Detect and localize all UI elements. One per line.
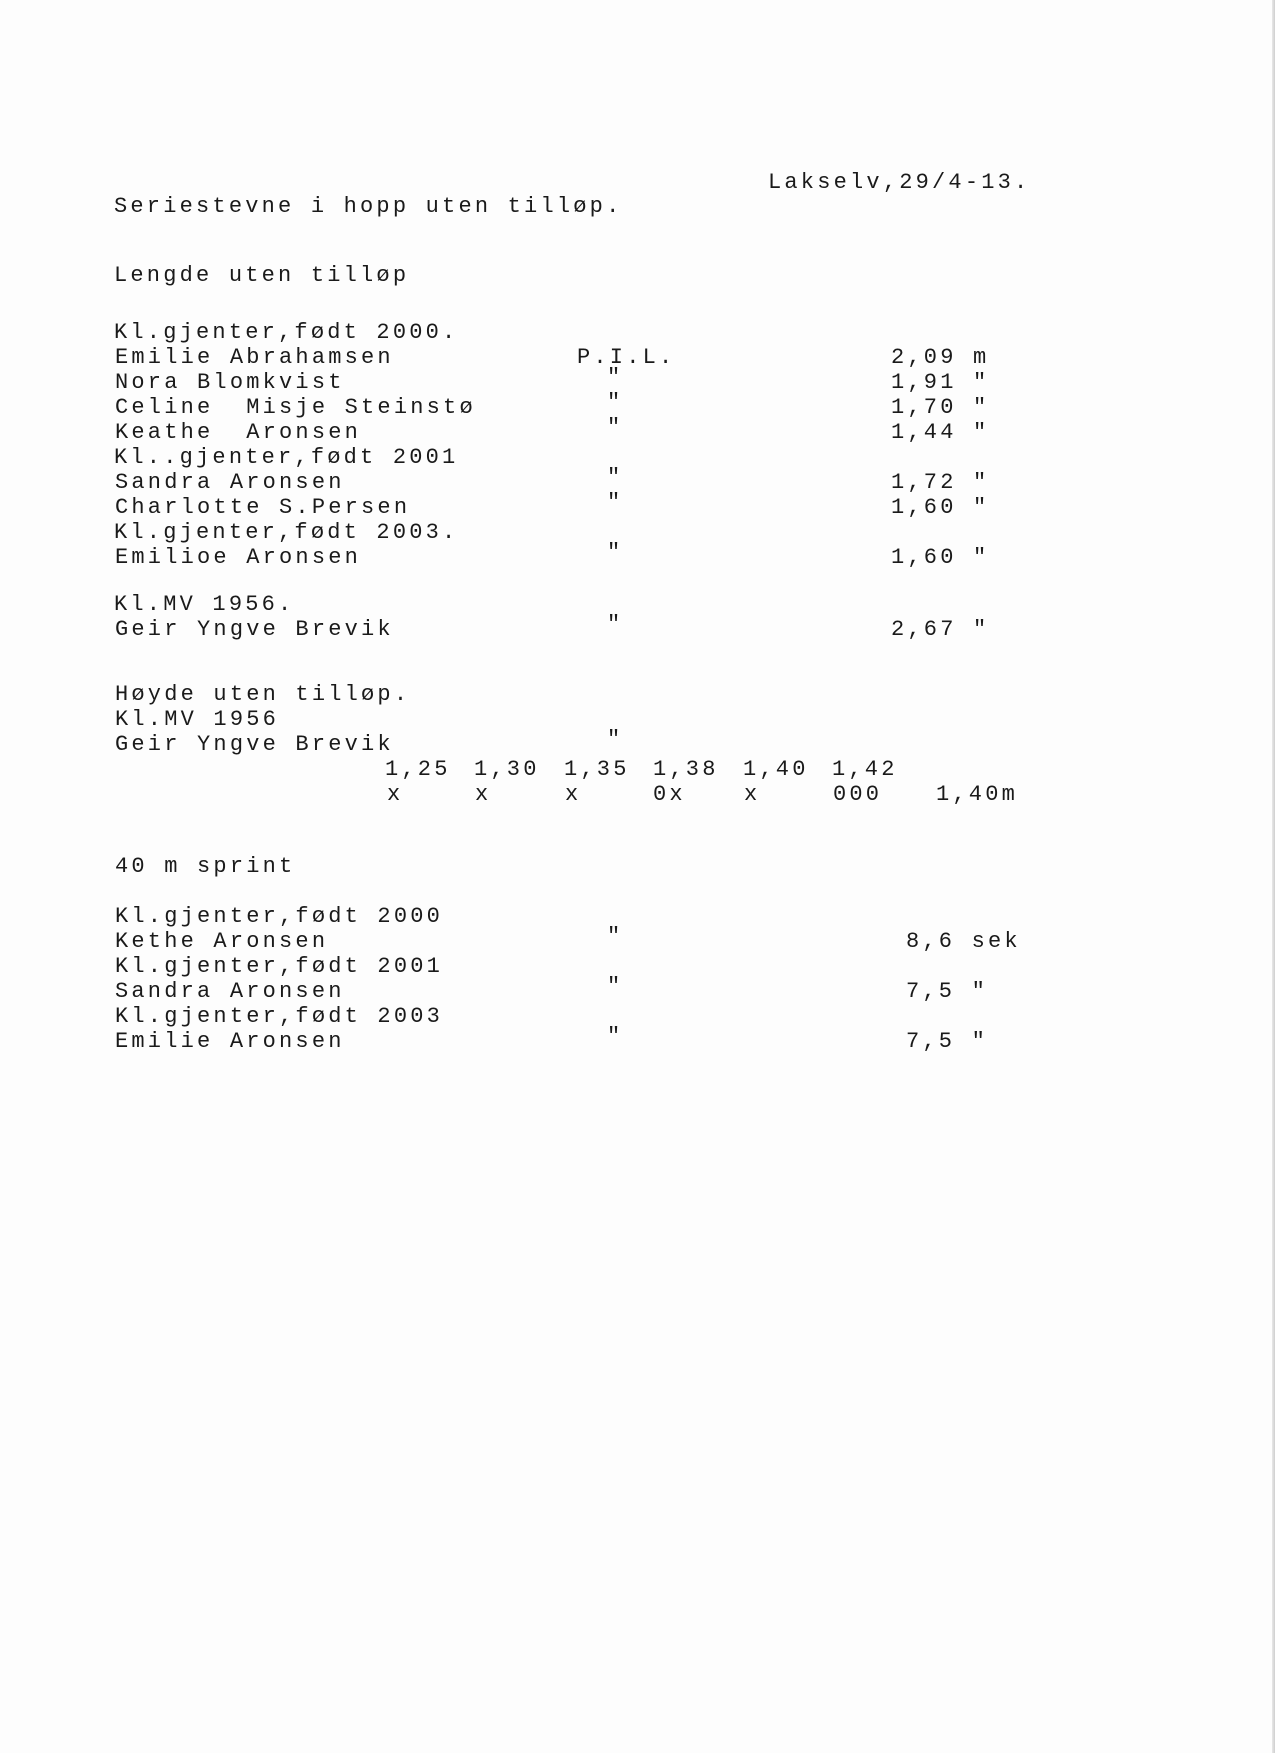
ditto-mark: " [607, 390, 624, 415]
athlete-name: Geir Yngve Brevik [115, 617, 394, 642]
class-label: Kl..gjenter,født 2001 [114, 445, 459, 470]
result: 1,91 " [891, 370, 990, 395]
section-heading-hoyde: Høyde uten tilløp. [115, 682, 411, 707]
athlete-name: Geir Yngve Brevik [115, 732, 394, 757]
result: 1,44 " [891, 420, 990, 445]
class-label: Kl.gjenter,født 2003 [115, 1004, 444, 1029]
ditto-mark: " [607, 612, 624, 637]
result: 2,67 " [891, 617, 990, 642]
ditto-mark: " [607, 924, 624, 949]
attempt-mark: x [565, 782, 582, 807]
athlete-name: Celine Misje Steinstø [115, 395, 476, 420]
result: 8,6 sek [906, 929, 1021, 954]
club-name: P.I.L. [577, 345, 676, 370]
class-label: Kl.gjenter,født 2001 [115, 954, 444, 979]
ditto-mark: " [607, 365, 624, 390]
athlete-name: Emilie Abrahamsen [115, 345, 394, 370]
attempt-mark: x [387, 782, 404, 807]
athlete-name: Sandra Aronsen [115, 470, 345, 495]
attempt-mark: 0x [653, 782, 686, 807]
section-heading-sprint: 40 m sprint [115, 854, 296, 879]
athlete-name: Emilie Aronsen [115, 1029, 345, 1054]
attempt-mark: 000 [833, 782, 883, 807]
athlete-name: Emilioe Aronsen [115, 545, 362, 570]
athlete-name: Charlotte S.Persen [115, 495, 411, 520]
height-value: 1,42 [832, 757, 898, 782]
section-heading-lengde: Lengde uten tilløp [114, 263, 410, 288]
ditto-mark: " [607, 727, 624, 752]
athlete-name: Nora Blomkvist [115, 370, 345, 395]
attempt-mark: x [475, 782, 492, 807]
ditto-mark: " [607, 540, 624, 565]
ditto-mark: " [607, 465, 624, 490]
ditto-mark: " [607, 490, 624, 515]
height-value: 1,40 [743, 757, 809, 782]
attempt-mark: x [744, 782, 761, 807]
athlete-name: Kethe Aronsen [115, 929, 329, 954]
result: 1,60 " [891, 545, 990, 570]
height-value: 1,38 [653, 757, 719, 782]
class-label: Kl.gjenter,født 2000 [115, 904, 444, 929]
class-label: Kl.MV 1956 [115, 707, 280, 732]
result: 2,09 m [891, 345, 990, 370]
document-title: Seriestevne i hopp uten tilløp. [114, 194, 623, 219]
result: 1,70 " [891, 395, 990, 420]
ditto-mark: " [607, 974, 624, 999]
height-value: 1,30 [474, 757, 540, 782]
result: 1,60 " [891, 495, 990, 520]
ditto-mark: " [607, 415, 624, 440]
athlete-name: Keathe Aronsen [115, 420, 362, 445]
class-label: Kl.MV 1956. [114, 592, 295, 617]
result: 1,72 " [891, 470, 990, 495]
place-date: Lakselv,29/4-13. [768, 170, 1031, 195]
result: 1,40m [936, 782, 1019, 807]
class-label: Kl.gjenter,født 2000. [114, 320, 459, 345]
height-value: 1,35 [564, 757, 630, 782]
class-label: Kl.gjenter,født 2003. [114, 520, 459, 545]
result: 7,5 " [906, 1029, 989, 1054]
ditto-mark: " [607, 1024, 624, 1049]
height-value: 1,25 [385, 757, 451, 782]
athlete-name: Sandra Aronsen [115, 979, 345, 1004]
result: 7,5 " [906, 979, 989, 1004]
